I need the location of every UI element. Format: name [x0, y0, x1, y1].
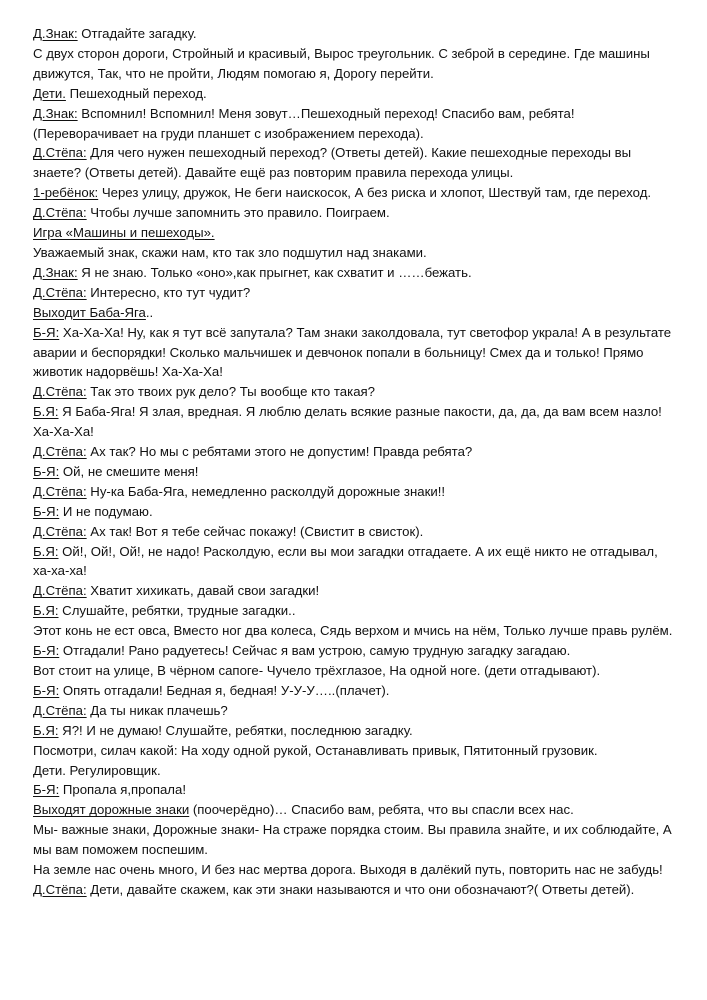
paragraph-text: Ах так! Вот я тебе сейчас покажу! (Свистит в свисток). — [86, 523, 424, 539]
paragraph-text: Ой!, Ой!, Ой!, не надо! Расколдую, если вы мои загадки отгадаете. А их ещё никто не отгадывал, ха-ха-ха! — [33, 543, 658, 579]
paragraph — [33, 263, 673, 283]
speaker-label: Б-Я: — [33, 682, 60, 698]
paragraph — [33, 382, 673, 402]
paragraph-text: Интересно, кто тут чудит? — [86, 284, 251, 300]
paragraph — [33, 143, 673, 183]
speaker-label: Д.Стёпа: — [33, 583, 87, 599]
paragraph — [33, 780, 673, 800]
paragraph-text: (поочерёдно)… Спасибо вам, ребята, что вы спасли всех нас. — [189, 802, 574, 818]
speaker-label: Д.Стёпа: — [33, 523, 87, 539]
paragraph — [33, 183, 673, 203]
paragraph-text: Уважаемый знак, скажи нам, кто так зло подшутил над знаками. — [33, 244, 427, 260]
paragraph — [33, 542, 673, 582]
speaker-label: Б-Я: — [33, 643, 60, 659]
paragraph — [33, 522, 673, 542]
paragraph-text: С двух сторон дороги, Стройный и красивый, Вырос треугольник. С зеброй в середине. Где машины движутся, Так, что не пройти, Людям помогаю я, Дорогу перейти. — [33, 45, 650, 81]
paragraph-text: Мы- важные знаки, Дорожные знаки- На страже порядка стоим. Вы правила знайте, и их соблюдайте, А мы вам поможем поспешим. — [33, 822, 672, 858]
speaker-label: Б.Я: — [33, 603, 59, 619]
paragraph-text: Хватит хихикать, давай свои загадки! — [86, 583, 320, 599]
paragraph-text: Отгадайте загадку. — [77, 26, 197, 41]
paragraph — [33, 860, 673, 880]
paragraph-text: Этот конь не ест овса, Вместо ног два колеса, Сядь верхом и мчись на нём, Только лучше правь рулём. — [33, 623, 673, 639]
paragraph — [33, 442, 673, 462]
paragraph — [33, 721, 673, 741]
paragraph-text: Посмотри, силач какой: На ходу одной рукой, Останавливать привык, Пятитонный грузовик. — [33, 742, 598, 758]
paragraph-text: Пропала я,пропала! — [59, 782, 186, 798]
speaker-label: Д.Стёпа: — [33, 444, 87, 460]
speaker-label: Д.Стёпа: — [33, 384, 87, 400]
paragraph — [33, 621, 673, 641]
paragraph — [33, 44, 673, 84]
paragraph-text: Ой, не смешите меня! — [59, 463, 199, 479]
paragraph — [33, 601, 673, 621]
speaker-label: Игра «Машины и пешеходы». — [33, 225, 215, 241]
paragraph — [33, 761, 673, 781]
paragraph — [33, 303, 673, 323]
speaker-label: Б.Я: — [33, 543, 59, 559]
paragraph-text: Так это твоих рук дело? Ты вообще кто такая? — [86, 384, 375, 400]
paragraph — [33, 223, 673, 243]
speaker-label: Дети. — [33, 85, 66, 101]
speaker-label: Д.Стёпа: — [33, 205, 87, 221]
speaker-label: Д.Стёпа: — [33, 702, 87, 718]
paragraph — [33, 661, 673, 681]
speaker-label: Д.Знак: — [33, 264, 78, 280]
paragraph-text: Пешеходный переход. — [65, 85, 207, 101]
paragraph-text: Дети, давайте скажем, как эти знаки называются и что они обозначают?( Ответы детей). — [86, 881, 635, 897]
speaker-label: Б.Я: — [33, 722, 59, 738]
paragraph-text: Для чего нужен пешеходный переход? (Ответы детей). Какие пешеходные переходы вы знаете? (Ответы детей). Давайте ещё раз повторим правила перехода улицы. — [33, 145, 632, 181]
speaker-label: Б.Я: — [33, 404, 59, 420]
paragraph-text: Слушайте, ребятки, трудные загадки.. — [58, 603, 296, 619]
paragraph-text: Через улицу, дружок, Не беги наискосок, А без риска и хлопот, Шествуй там, где переход. — [98, 185, 652, 201]
speaker-label: Б-Я: — [33, 503, 60, 519]
paragraph — [33, 741, 673, 761]
speaker-label: Выходят дорожные знаки — [33, 802, 190, 818]
paragraph — [33, 581, 673, 601]
speaker-label: Д.Стёпа: — [33, 881, 87, 897]
paragraph-text: Опять отгадали! Бедная я, бедная! У-У-У…..(плачет). — [59, 682, 390, 698]
paragraph-text: Я Баба-Яга! Я злая, вредная. Я люблю делать всякие разные пакости, да, да, да вам всем назло! Ха-Ха-Ха! — [33, 404, 662, 440]
paragraph-text: Я не знаю. Только «оно»,как прыгнет, как схватит и ……бежать. — [77, 264, 472, 280]
paragraph-text: И не подумаю. — [59, 503, 153, 519]
speaker-label: Д.Стёпа: — [33, 145, 87, 161]
paragraph-text: .. — [145, 304, 154, 320]
paragraph — [33, 800, 673, 820]
speaker-label: 1-ребёнок: — [33, 185, 99, 201]
speaker-label: Б-Я: — [33, 463, 60, 479]
paragraph-text: Вспомнил! Вспомнил! Меня зовут…Пешеходный переход! Спасибо вам, ребята! (Переворачивает на груди планшет с изображением перехода). — [33, 105, 575, 141]
paragraph — [33, 24, 673, 44]
paragraph — [33, 641, 673, 661]
paragraph — [33, 462, 673, 482]
paragraph-text: Да ты никак плачешь? — [86, 702, 228, 718]
paragraph-text: Ах так? Но мы с ребятами этого не допустим! Правда ребята? — [86, 444, 473, 460]
paragraph — [33, 482, 673, 502]
paragraph — [33, 84, 673, 104]
paragraph-text: Я?! И не думаю! Слушайте, ребятки, последнюю загадку. — [58, 722, 413, 738]
speaker-label: Д.Стёпа: — [33, 483, 87, 499]
paragraph — [33, 203, 673, 223]
paragraph — [33, 283, 673, 303]
speaker-label: Выходит Баба-Яга — [33, 304, 146, 320]
paragraph — [33, 502, 673, 522]
paragraph-text: Вот стоит на улице, В чёрном сапоге- Чучело трёхглазое, На одной ноге. (дети отгадывают). — [33, 663, 601, 678]
speaker-label: Д.Знак: — [33, 26, 78, 41]
speaker-label: Б-Я: — [33, 324, 60, 340]
paragraph — [33, 402, 673, 442]
paragraph-text: Отгадали! Рано радуетесь! Сейчас я вам устрою, самую трудную загадку загадаю. — [59, 643, 571, 659]
paragraph-text: На земле нас очень много, И без нас мертва дорога. Выходя в далёкий путь, повторить нас не забудь! — [33, 862, 663, 878]
document-body — [33, 24, 673, 900]
paragraph — [33, 323, 673, 383]
speaker-label: Д.Стёпа: — [33, 284, 87, 300]
paragraph — [33, 104, 673, 144]
paragraph-text: Ну-ка Баба-Яга, немедленно расколдуй дорожные знаки!! — [86, 483, 446, 499]
paragraph — [33, 243, 673, 263]
paragraph — [33, 880, 673, 900]
paragraph — [33, 681, 673, 701]
paragraph-text: Чтобы лучше запомнить это правило. Поиграем. — [86, 205, 390, 221]
paragraph-text: Ха-Ха-Ха! Ну, как я тут всё запутала? Там знаки заколдовала, тут светофор украла! А в результате аварии и беспорядки! Сколько мальчишек и девчонок попали в больницу! Смех да и только! Прямо животик надорвёшь! Ха-Ха-Ха! — [33, 324, 672, 380]
paragraph — [33, 701, 673, 721]
paragraph — [33, 820, 673, 860]
speaker-label: Д.Знак: — [33, 105, 78, 121]
paragraph-text: Дети. Регулировщик. — [33, 762, 161, 778]
speaker-label: Б-Я: — [33, 782, 60, 798]
